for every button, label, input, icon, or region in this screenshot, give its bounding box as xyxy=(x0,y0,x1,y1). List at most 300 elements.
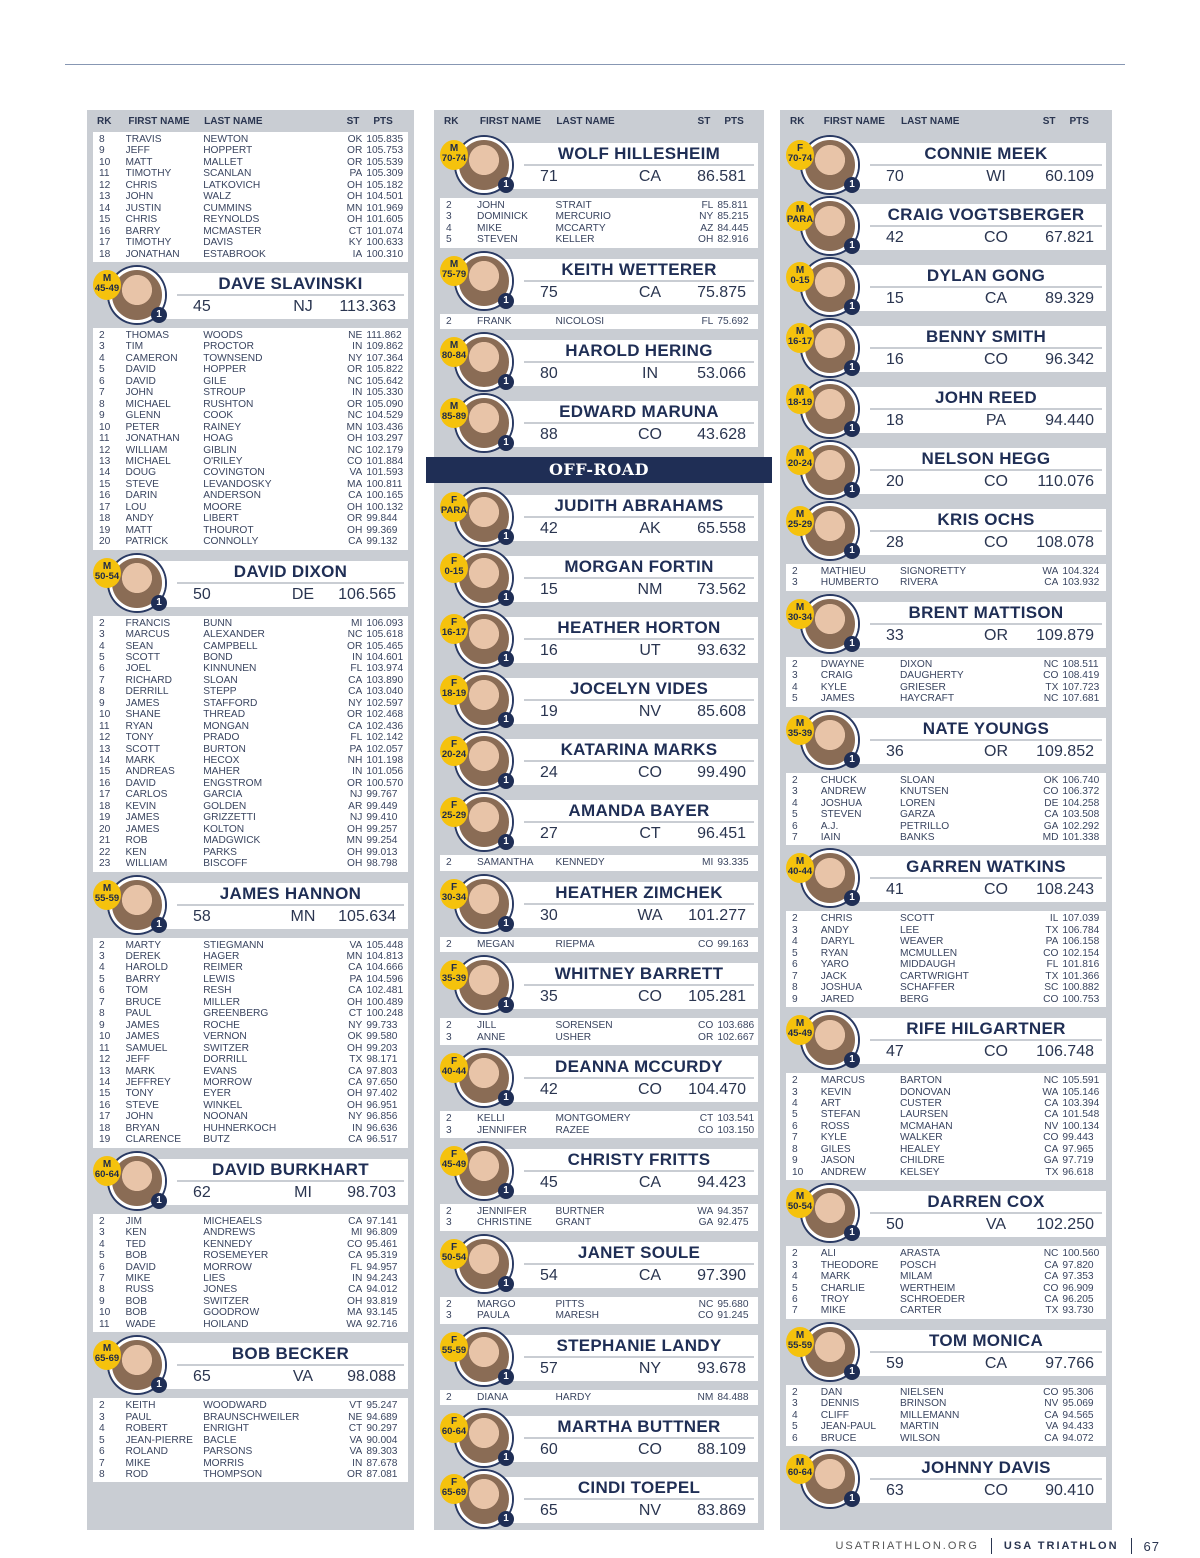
row-state: OR xyxy=(347,364,363,376)
row-last-name: MCMASTER xyxy=(203,225,262,237)
badge-age-group: 50-54 xyxy=(94,570,120,582)
badge-age-group: 65-69 xyxy=(94,1353,120,1365)
badge-gender: M xyxy=(795,204,805,215)
card-divider xyxy=(870,347,1102,349)
row-last-name: PARKS xyxy=(203,846,237,858)
rank-badge: 1 xyxy=(844,1052,860,1068)
row-rank: 10 xyxy=(99,421,111,433)
rank-badge: 1 xyxy=(498,712,514,728)
row-points: 100.310 xyxy=(366,248,404,260)
row-rank: 15 xyxy=(99,214,111,226)
row-last-name: PITTS xyxy=(555,1298,585,1310)
row-rank: 2 xyxy=(792,774,798,786)
athlete-state: IN xyxy=(642,365,658,383)
row-last-name: ARASTA xyxy=(899,1248,940,1260)
row-first-name: WADE xyxy=(125,1318,156,1330)
row-first-name: JONATHAN xyxy=(125,433,180,445)
row-first-name: TONY xyxy=(125,732,154,744)
result-row xyxy=(93,479,408,490)
row-rank: 10 xyxy=(99,156,111,168)
result-row xyxy=(786,1155,1106,1166)
result-row xyxy=(786,1433,1106,1444)
winner-card xyxy=(786,596,1106,652)
row-first-name: MICHAEL xyxy=(125,398,171,410)
rank-badge: 1 xyxy=(498,293,514,309)
row-last-name: COOK xyxy=(203,410,234,422)
result-row xyxy=(93,1054,408,1065)
athlete-state: CO xyxy=(638,988,662,1006)
row-last-name: DAVIS xyxy=(203,237,234,249)
badge-age-group: 55-59 xyxy=(787,1339,813,1351)
row-state: FL xyxy=(350,663,363,675)
athlete-age: 33 xyxy=(886,626,904,644)
athlete-age: 88 xyxy=(540,426,558,444)
badge-age-group: 60-64 xyxy=(94,1168,120,1180)
row-points: 100.560 xyxy=(1062,1248,1100,1260)
athlete-state: CO xyxy=(638,426,662,444)
badge-gender: F xyxy=(450,881,458,893)
row-rank: 23 xyxy=(99,858,111,870)
row-points: 105.182 xyxy=(366,179,404,191)
row-state: CA xyxy=(348,1065,363,1077)
result-row xyxy=(440,234,758,245)
row-last-name: MAHER xyxy=(203,766,240,778)
winner-card xyxy=(440,253,758,309)
result-row xyxy=(786,1109,1106,1120)
athlete-name: NELSON HEGG xyxy=(921,449,1051,468)
row-rank: 13 xyxy=(99,191,111,203)
result-row xyxy=(93,180,408,191)
result-row xyxy=(93,858,408,869)
row-points: 93.819 xyxy=(366,1295,398,1307)
result-row xyxy=(786,1398,1106,1409)
result-row xyxy=(93,1296,408,1307)
row-first-name: CAMERON xyxy=(125,352,178,364)
results-list xyxy=(93,1398,408,1482)
age-group-badge xyxy=(786,1327,814,1357)
row-rank: 2 xyxy=(99,1400,105,1412)
results-list xyxy=(93,616,408,872)
row-first-name: DWAYNE xyxy=(820,658,865,670)
result-row xyxy=(786,1283,1106,1294)
results-list xyxy=(440,1297,758,1324)
card-divider xyxy=(870,739,1102,741)
winner-card xyxy=(440,395,758,451)
results-list xyxy=(93,328,408,550)
row-points: 105.448 xyxy=(366,939,404,951)
age-group-badge xyxy=(786,445,814,475)
row-last-name: HAGER xyxy=(203,951,240,963)
row-state: OK xyxy=(347,1031,363,1043)
row-points: 97.820 xyxy=(1062,1259,1094,1271)
row-last-name: RIVERA xyxy=(899,577,938,589)
row-points: 99.844 xyxy=(366,513,398,525)
result-row xyxy=(93,1134,408,1145)
row-last-name: RESH xyxy=(203,985,232,997)
row-first-name: TED xyxy=(125,1238,146,1250)
row-first-name: STEVE xyxy=(125,478,159,490)
result-row xyxy=(440,211,758,222)
badge-gender: M xyxy=(449,258,459,270)
row-state: MN xyxy=(346,421,363,433)
row-rank: 3 xyxy=(446,1217,452,1229)
header-rk: RK xyxy=(444,115,459,127)
athlete-name: STEPHANIE LANDY xyxy=(556,1335,722,1355)
result-row xyxy=(786,913,1106,924)
row-first-name: JEFF xyxy=(125,1054,150,1066)
row-state: WA xyxy=(346,1318,363,1330)
athlete-points: 53.066 xyxy=(697,365,746,383)
row-last-name: SLOAN xyxy=(899,774,935,786)
row-last-name: SCHROEDER xyxy=(899,1293,966,1305)
result-row xyxy=(93,410,408,421)
result-row xyxy=(93,629,408,640)
results-list xyxy=(786,773,1106,846)
row-state: IN xyxy=(352,1122,363,1134)
result-row xyxy=(93,191,408,202)
row-points: 106.372 xyxy=(1062,786,1100,798)
athlete-age: 35 xyxy=(540,988,558,1006)
row-first-name: MEGAN xyxy=(477,938,515,950)
badge-gender: F xyxy=(450,1477,458,1489)
row-points: 82.916 xyxy=(717,234,749,246)
row-state: DE xyxy=(1044,797,1059,809)
badge-gender: F xyxy=(450,963,458,975)
athlete-age: 75 xyxy=(540,283,558,301)
result-row xyxy=(93,387,408,398)
row-state: OH xyxy=(347,846,363,858)
result-row xyxy=(786,1271,1106,1282)
row-state: CA xyxy=(348,686,363,698)
result-row xyxy=(93,249,408,260)
badge-age-group: 45-49 xyxy=(94,282,120,294)
results-column-3 xyxy=(780,110,1112,1530)
row-points: 102.179 xyxy=(366,444,404,456)
row-rank: 3 xyxy=(446,1124,452,1136)
row-first-name: BRYAN xyxy=(125,1122,160,1134)
row-state: CA xyxy=(348,1215,363,1227)
row-points: 94.433 xyxy=(1062,1421,1094,1433)
row-last-name: MARTIN xyxy=(899,1421,939,1433)
row-rank: 19 xyxy=(99,524,111,536)
row-state: OH xyxy=(347,501,363,513)
row-state: NC xyxy=(1043,658,1059,670)
row-state: CT xyxy=(348,1423,363,1435)
row-last-name: MARESH xyxy=(555,1310,600,1322)
row-points: 97.141 xyxy=(366,1215,398,1227)
result-row xyxy=(440,1206,758,1217)
result-row xyxy=(93,1273,408,1284)
badge-age-group: 80-84 xyxy=(441,350,467,362)
result-row xyxy=(786,775,1106,786)
row-state: VA xyxy=(349,1446,363,1458)
row-state: OK xyxy=(1043,774,1059,786)
row-state: CO xyxy=(698,938,714,950)
row-rank: 20 xyxy=(99,536,111,548)
result-row xyxy=(786,821,1106,832)
athlete-state: CO xyxy=(984,1043,1008,1061)
athlete-points: 106.748 xyxy=(1036,1043,1094,1061)
row-rank: 2 xyxy=(446,1113,452,1125)
results-list xyxy=(786,564,1106,591)
row-rank: 6 xyxy=(792,959,798,971)
result-row xyxy=(440,1032,758,1043)
row-points: 92.716 xyxy=(366,1318,398,1330)
row-state: OH xyxy=(347,433,363,445)
result-row xyxy=(93,1262,408,1273)
badge-age-group: 50-54 xyxy=(441,1251,467,1263)
row-state: MD xyxy=(1042,831,1059,843)
row-first-name: CRAIG xyxy=(820,670,853,682)
athlete-name: CRAIG VOGTSBERGER xyxy=(887,205,1085,224)
athlete-points: 94.423 xyxy=(697,1173,746,1191)
winner-card xyxy=(93,1153,408,1209)
row-rank: 14 xyxy=(99,467,111,479)
row-last-name: MADGWICK xyxy=(203,835,261,847)
winner-card xyxy=(786,503,1106,559)
row-state: IA xyxy=(352,248,363,260)
column-header xyxy=(87,110,414,132)
row-points: 89.303 xyxy=(366,1446,398,1458)
result-row xyxy=(93,721,408,732)
row-state: CA xyxy=(1044,1097,1059,1109)
results-column-2 xyxy=(434,110,764,1530)
row-first-name: PAULA xyxy=(477,1310,510,1322)
row-points: 105.465 xyxy=(366,640,404,652)
athlete-age: 62 xyxy=(193,1183,211,1201)
row-rank: 3 xyxy=(792,1398,798,1410)
row-points: 104.324 xyxy=(1062,566,1100,577)
result-row xyxy=(786,936,1106,947)
badge-gender: F xyxy=(450,617,458,629)
row-last-name: DORRILL xyxy=(203,1054,248,1066)
row-state: OH xyxy=(347,858,363,870)
result-row xyxy=(786,1098,1106,1109)
row-points: 98.798 xyxy=(366,858,398,870)
row-last-name: MORRIS xyxy=(203,1457,244,1469)
row-first-name: JUSTIN xyxy=(125,202,162,214)
rank-badge: 1 xyxy=(498,997,514,1013)
athlete-state: CO xyxy=(638,1441,662,1459)
athlete-state: CA xyxy=(638,168,662,185)
row-points: 104.258 xyxy=(1062,797,1100,809)
row-first-name: ANNE xyxy=(477,1031,506,1043)
row-points: 106.093 xyxy=(366,617,404,629)
row-first-name: ANDREAS xyxy=(125,766,175,778)
row-points: 102.468 xyxy=(366,709,404,721)
athlete-name: KEITH WETTERER xyxy=(561,259,717,279)
badge-gender: M xyxy=(449,143,459,154)
row-last-name: SCHAFFER xyxy=(899,982,955,994)
badge-age-group: 16-17 xyxy=(787,336,813,347)
row-last-name: KINNUNEN xyxy=(203,663,257,675)
row-state: NC xyxy=(347,629,363,641)
row-points: 105.146 xyxy=(1062,1086,1100,1098)
row-last-name: MCMAHAN xyxy=(899,1120,953,1132)
athlete-age: 36 xyxy=(886,742,904,760)
row-state: VA xyxy=(349,939,363,951)
result-row xyxy=(93,824,408,835)
row-points: 97.803 xyxy=(366,1065,398,1077)
row-state: CA xyxy=(348,720,363,732)
result-row xyxy=(440,1299,758,1310)
footer-divider xyxy=(991,1538,992,1554)
row-points: 107.681 xyxy=(1062,693,1100,705)
row-points: 101.338 xyxy=(1062,831,1100,843)
row-state: NC xyxy=(1043,1248,1059,1260)
row-rank: 8 xyxy=(99,134,105,145)
row-last-name: BUTZ xyxy=(203,1134,230,1146)
row-first-name: JAMES xyxy=(125,812,160,824)
result-row xyxy=(93,835,408,846)
row-state: CA xyxy=(1044,1109,1059,1121)
row-last-name: BERG xyxy=(899,993,929,1005)
row-points: 111.862 xyxy=(366,329,402,341)
row-last-name: TOWNSEND xyxy=(203,352,263,364)
row-state: CA xyxy=(348,536,363,548)
athlete-state: UT xyxy=(639,642,661,660)
row-points: 101.816 xyxy=(1062,959,1100,971)
athlete-age: 70 xyxy=(886,168,904,185)
athlete-name: GARREN WATKINS xyxy=(906,857,1066,877)
rank-badge: 1 xyxy=(844,1225,860,1241)
row-last-name: CUSTER xyxy=(899,1097,942,1109)
athlete-name: MORGAN FORTIN xyxy=(564,557,714,577)
row-last-name: BOND xyxy=(203,651,233,663)
badge-age-group: 0-15 xyxy=(790,275,810,286)
row-first-name: PATRICK xyxy=(125,536,169,548)
row-rank: 7 xyxy=(792,970,798,982)
row-state: OR xyxy=(347,777,363,789)
row-first-name: JONATHAN xyxy=(125,248,180,260)
rank-badge: 1 xyxy=(844,1364,860,1380)
rank-badge: 1 xyxy=(844,482,860,498)
row-rank: 7 xyxy=(99,1457,105,1469)
athlete-points: 96.342 xyxy=(1045,351,1094,368)
result-row xyxy=(93,766,408,777)
row-first-name: JEFF xyxy=(125,145,150,157)
badge-gender: F xyxy=(450,1416,458,1428)
row-points: 91.245 xyxy=(717,1310,749,1322)
row-points: 103.394 xyxy=(1062,1097,1100,1109)
row-rank: 3 xyxy=(99,951,105,963)
row-last-name: SORENSEN xyxy=(555,1020,613,1032)
result-row xyxy=(93,467,408,478)
athlete-age: 59 xyxy=(886,1354,904,1372)
row-first-name: JENNIFER xyxy=(477,1124,527,1136)
row-rank: 14 xyxy=(99,202,111,214)
row-rank: 9 xyxy=(99,1019,105,1031)
row-last-name: ANDERSON xyxy=(203,490,261,502)
row-rank: 17 xyxy=(99,237,111,249)
row-first-name: THOMAS xyxy=(125,329,170,341)
badge-age-group: 50-54 xyxy=(787,1201,813,1213)
badge-age-group: 30-34 xyxy=(441,891,467,903)
row-points: 100.248 xyxy=(366,1008,404,1020)
row-state: CA xyxy=(348,1134,363,1146)
result-row xyxy=(93,134,408,145)
row-first-name: KYLE xyxy=(820,681,847,693)
row-state: OH xyxy=(347,1295,363,1307)
row-points: 102.667 xyxy=(717,1031,755,1043)
row-state: CA xyxy=(1044,1271,1059,1283)
row-rank: 5 xyxy=(99,1434,105,1446)
row-state: NY xyxy=(348,697,363,709)
row-state: OH xyxy=(347,1088,363,1100)
row-rank: 12 xyxy=(99,732,111,744)
row-state: CA xyxy=(348,1077,363,1088)
row-rank: 3 xyxy=(446,211,452,223)
page-footer xyxy=(835,1538,1160,1554)
badge-age-group: 35-39 xyxy=(787,727,813,739)
row-first-name: ROBERT xyxy=(125,1423,168,1435)
row-points: 100.570 xyxy=(366,777,404,789)
results-list xyxy=(93,1214,408,1333)
row-last-name: ESTABROOK xyxy=(203,248,266,260)
row-points: 100.132 xyxy=(366,501,404,513)
row-state: CO xyxy=(347,455,363,467)
result-row xyxy=(786,577,1106,588)
row-rank: 4 xyxy=(99,1423,105,1435)
card-divider xyxy=(524,577,754,579)
result-row xyxy=(93,732,408,743)
row-first-name: KEN xyxy=(125,846,147,858)
result-row xyxy=(93,789,408,800)
winner-card xyxy=(786,137,1106,193)
athlete-points: 88.109 xyxy=(697,1441,746,1459)
row-last-name: BUNN xyxy=(203,617,233,629)
row-last-name: O'RILEY xyxy=(203,455,243,467)
row-state: NC xyxy=(347,410,363,422)
row-state: CA xyxy=(1044,809,1059,821)
card-divider xyxy=(524,903,754,905)
row-rank: 18 xyxy=(99,248,111,260)
row-points: 100.753 xyxy=(1062,993,1100,1005)
result-row xyxy=(93,744,408,755)
row-first-name: DAVID xyxy=(125,375,156,387)
result-row xyxy=(93,1412,408,1423)
row-first-name: JAMES xyxy=(820,693,855,705)
row-state: OR xyxy=(698,1031,714,1043)
row-last-name: WOODS xyxy=(203,329,243,341)
row-last-name: STAFFORD xyxy=(203,697,258,709)
row-points: 96.205 xyxy=(1062,1293,1094,1305)
row-last-name: ALEXANDER xyxy=(203,629,265,641)
winner-card xyxy=(440,137,758,193)
athlete-name: EDWARD MARUNA xyxy=(559,402,719,422)
row-last-name: CUMMINS xyxy=(203,202,252,214)
row-state: OR xyxy=(347,156,363,168)
row-points: 100.811 xyxy=(366,478,403,490)
row-state: CO xyxy=(1043,993,1059,1005)
result-row xyxy=(93,214,408,225)
row-rank: 2 xyxy=(99,617,105,629)
result-row xyxy=(93,525,408,536)
badge-age-group: 20-24 xyxy=(441,749,467,761)
row-state: CO xyxy=(1043,1132,1059,1144)
result-row xyxy=(786,994,1106,1005)
row-state: GA xyxy=(1043,820,1059,832)
row-rank: 17 xyxy=(99,501,111,513)
badge-gender: M xyxy=(795,1191,805,1203)
row-points: 95.680 xyxy=(717,1298,749,1310)
result-row xyxy=(93,237,408,248)
athlete-name: DAVE SLAVINSKI xyxy=(218,273,363,293)
row-state: CO xyxy=(1043,1386,1059,1398)
row-rank: 2 xyxy=(446,315,452,327)
row-first-name: JENNIFER xyxy=(477,1205,527,1217)
row-points: 90.297 xyxy=(366,1423,398,1435)
